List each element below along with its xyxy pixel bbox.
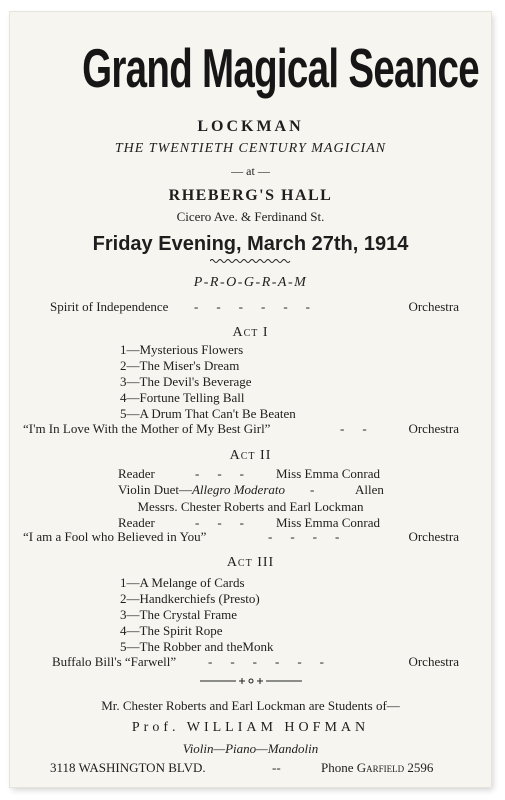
duet-piece: Violin Duet—Allegro Moderato (118, 482, 285, 497)
footer-phone: Phone Garfield 2596 (321, 760, 434, 775)
act-1-item: 3—The Devil's Beverage (120, 374, 252, 389)
program-row-opening (10, 299, 491, 316)
act-3-item: 1—A Melange of Cards (120, 575, 245, 590)
act-2-heading: Act II (229, 448, 272, 463)
act-2-reader-row (10, 466, 491, 483)
instruments-line: Violin—Piano—Mandolin (182, 741, 319, 756)
reader-role: Reader (118, 515, 155, 530)
program-row-finale (10, 654, 491, 671)
act-2-duet-row (10, 482, 491, 499)
program-heading: P-R-O-G-R-A-M (193, 275, 308, 290)
act-1-heading: Act I (232, 325, 269, 340)
act-3-item: 5—The Robber and theMonk (120, 639, 274, 654)
venue-name: RHEBERG'S HALL (168, 187, 333, 204)
leader-dashes: --- (195, 466, 262, 481)
song-1-title: “I'm In Love With the Mother of My Best Girl” (23, 421, 271, 436)
footer-address: 3118 WASHINGTON BLVD. (50, 760, 206, 775)
squiggle-ornament (210, 258, 292, 264)
duet-composer: Allen (355, 482, 384, 497)
program-sheet (10, 12, 491, 787)
leader-dashes: -- (340, 421, 385, 436)
leader-dashes: ---- (268, 529, 358, 544)
opening-title: Spirit of Independence (50, 299, 169, 314)
act-1-item: 4—Fortune Telling Ball (120, 390, 245, 405)
finale-title: Buffalo Bill's “Farwell” (52, 654, 177, 669)
song-2-title: “I am a Fool who Believed in You” (23, 529, 207, 544)
finale-performer: Orchestra (408, 654, 459, 669)
song-2-performer: Orchestra (408, 529, 459, 544)
act-3-item: 4—The Spirit Rope (120, 623, 223, 638)
opening-performer: Orchestra (408, 299, 459, 314)
program-row-song-2 (10, 529, 491, 546)
act-3-heading: Act III (226, 555, 275, 570)
leader-dashes: -- (272, 760, 281, 775)
reader-role: Reader (118, 466, 155, 481)
ornament-rule (200, 677, 302, 685)
teacher-name: Prof. WILLIAM HOFMAN (131, 720, 370, 735)
reader-name: Miss Emma Conrad (276, 515, 380, 530)
performer-subtitle: THE TWENTIETH CENTURY MAGICIAN (114, 141, 387, 156)
venue-address: Cicero Ave. & Ferdinand St. (176, 209, 325, 224)
program-row-song-1 (10, 421, 491, 438)
performer-name: LOCKMAN (197, 118, 304, 135)
reader-name: Miss Emma Conrad (276, 466, 380, 481)
act-1-item: 5—A Drum That Can't Be Beaten (120, 406, 296, 421)
act-3-item: 3—The Crystal Frame (120, 607, 237, 622)
song-1-performer: Orchestra (408, 421, 459, 436)
leader-dashes: - (310, 482, 315, 497)
act-3-item: 2—Handkerchiefs (Presto) (120, 591, 260, 606)
students-line: Mr. Chester Roberts and Earl Lockman are Students of— (101, 698, 400, 713)
leader-dashes: --- (195, 515, 262, 530)
act-1-item: 2—The Miser's Dream (120, 358, 240, 373)
duet-performers: Messrs. Chester Roberts and Earl Lockman (137, 499, 364, 514)
leader-dashes: ------ (208, 654, 342, 669)
leader-dashes: ------ (194, 299, 328, 314)
act-1-item: 1—Mysterious Flowers (120, 342, 244, 357)
event-date: Friday Evening, March 27th, 1914 (92, 233, 409, 255)
page-title: Grand Magical Seance (82, 37, 479, 99)
at-connector: — at — (231, 164, 270, 178)
